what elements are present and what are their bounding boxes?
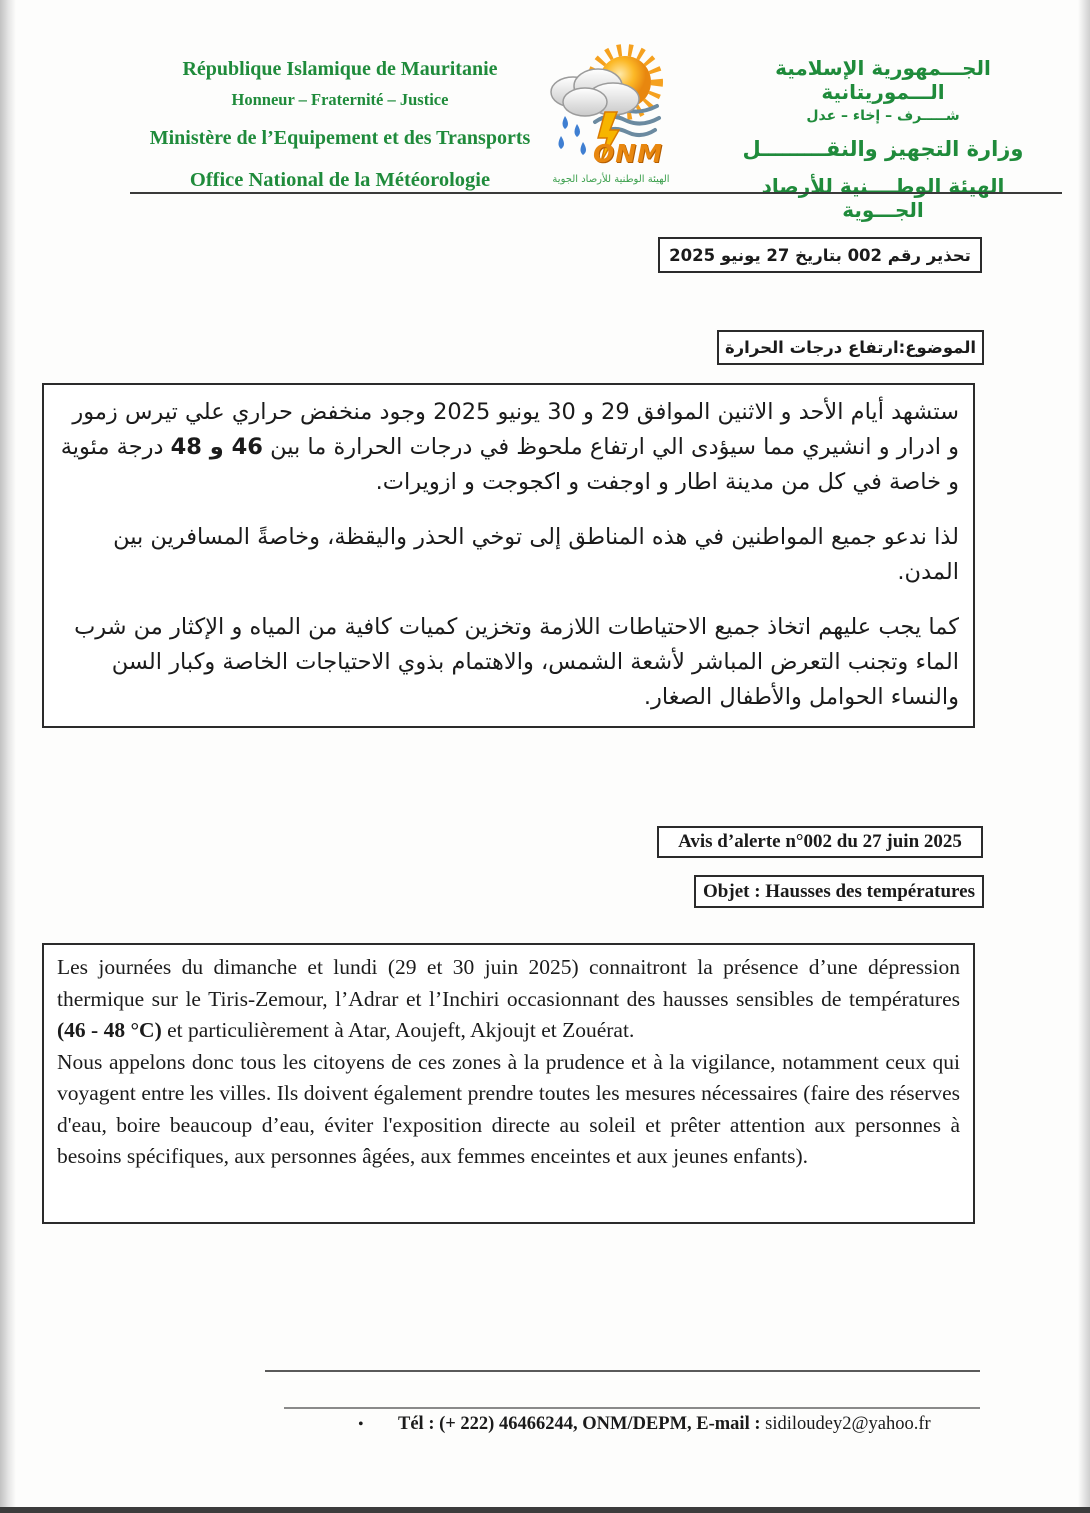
- footer-bullet: •: [358, 1416, 364, 1433]
- arabic-p1-text: ستشهد أيام الأحد و الاثنين الموافق 29 و 30 يونيو 2025 وجود منخفض حراري علي تيرس زمور و ادرار و انشيري مما سيؤدى الي ارتفاع ملحوظ في درجات الحرارة ما بين: [72, 399, 959, 460]
- arabic-p1-temperatures: 46 و 48: [170, 434, 263, 460]
- header-french-block: [140, 58, 540, 192]
- onm-logo-caption: الهيئة الوطنية للأرصاد الجوية: [552, 174, 670, 185]
- rain-icon: [559, 116, 587, 155]
- header-arabic-block: [722, 56, 1044, 222]
- footer-divider-1: [265, 1370, 980, 1372]
- french-paragraph-2: Nous appelons donc tous les citoyens de ces zones à la prudence et à la vigilance, notamment ceux qui voyagent entre les villes. Ils doivent également prendre toutes les mesures nécessaires (faire des réserves d'eau, boire beaucoup d’eau, éviter l'exposition directe au soleil et prêter attention aux personnes à besoins spécifiques, aux personnes âgées, aux femmes enceintes et aux jeunes enfants).: [57, 1049, 960, 1168]
- arabic-paragraph-1: [58, 395, 959, 500]
- onm-logo-text: ONM: [593, 139, 664, 168]
- french-p1-temperatures: (46 - 48 °C): [57, 1018, 162, 1042]
- scan-edge-left: [0, 0, 16, 1513]
- header-ministry-ar: وزارة التجهيز والنقـــــــــل: [742, 137, 1024, 161]
- header-divider: [130, 192, 1062, 194]
- arabic-paragraph-2: لذا ندعو جميع المواطنين في هذه المناطق إلى توخي الحذر واليقظة، وخاصةً المسافرين بين المدن.: [113, 524, 959, 585]
- arabic-paragraph-3: كما يجب عليهم اتخاذ جميع الاحتياطات اللازمة وتخزين كميات كافية من المياه و الإكثار من شرب الماء وتجنب التعرض المباشر لأشعة الشمس، والاهتمام بذوي الاحتياجات الخاصة وكبار السن والنساء الحوامل والأطفال الصغار.: [74, 614, 959, 710]
- subject-box: الموضوع:ارتفاع درجات الحرارة: [717, 330, 984, 365]
- french-paragraph-1: [57, 952, 960, 1047]
- alert-notice-box: Avis d’alerte n°002 du 27 juin 2025: [657, 826, 983, 858]
- object-box: Objet : Hausses des températures: [694, 875, 984, 908]
- warning-number-box: تحذير رقم 002 بتاريخ 27 يونيو 2025: [658, 237, 982, 273]
- scan-edge-right: [1078, 0, 1090, 1513]
- onm-logo: [543, 44, 677, 194]
- arabic-p1-tail: درجة مئوية و خاصة في كل من مدينة اطار و اوجفت و اكجوجت و ازويرات.: [60, 434, 959, 495]
- arabic-alert-body: [42, 383, 975, 728]
- header-ministry: Ministère de l’Equipement et des Transports: [149, 127, 531, 149]
- contact-email: sidiloudey2@yahoo.fr: [765, 1414, 931, 1434]
- footer-contact: [358, 1414, 978, 1435]
- header-office: Office National de la Météorologie: [189, 169, 491, 191]
- header-republic-title-ar: الجـــمهورية الإسلامية الـــموريتانية: [775, 56, 991, 104]
- header-republic-title: République Islamique de Mauritanie: [182, 58, 498, 80]
- scan-edge-bottom: [0, 1507, 1090, 1513]
- french-p1-text: Les journées du dimanche et lundi (29 et 30 juin 2025) connaitront la présence d’une dépression thermique sur le Tiris-Zemour, l’Adrar et l’Inchiri occasionnant des hausses sensibles de températures: [57, 955, 960, 1011]
- header-office-ar: الهيئة الوطــــنية للأرصاد الجـــوية: [761, 174, 1005, 222]
- french-p1-tail: et particulièrement à Atar, Aoujeft, Akjoujt et Zouérat.: [161, 1018, 635, 1042]
- footer-divider-2: [284, 1407, 980, 1409]
- header-motto: Honneur – Fraternité – Justice: [231, 90, 449, 109]
- header-motto-ar: شـــــرف – إخاء – عدل: [806, 108, 960, 124]
- contact-phone: Tél : (+ 222) 46466244, ONM/DEPM, E-mail :: [398, 1414, 766, 1434]
- french-alert-body: [42, 943, 975, 1224]
